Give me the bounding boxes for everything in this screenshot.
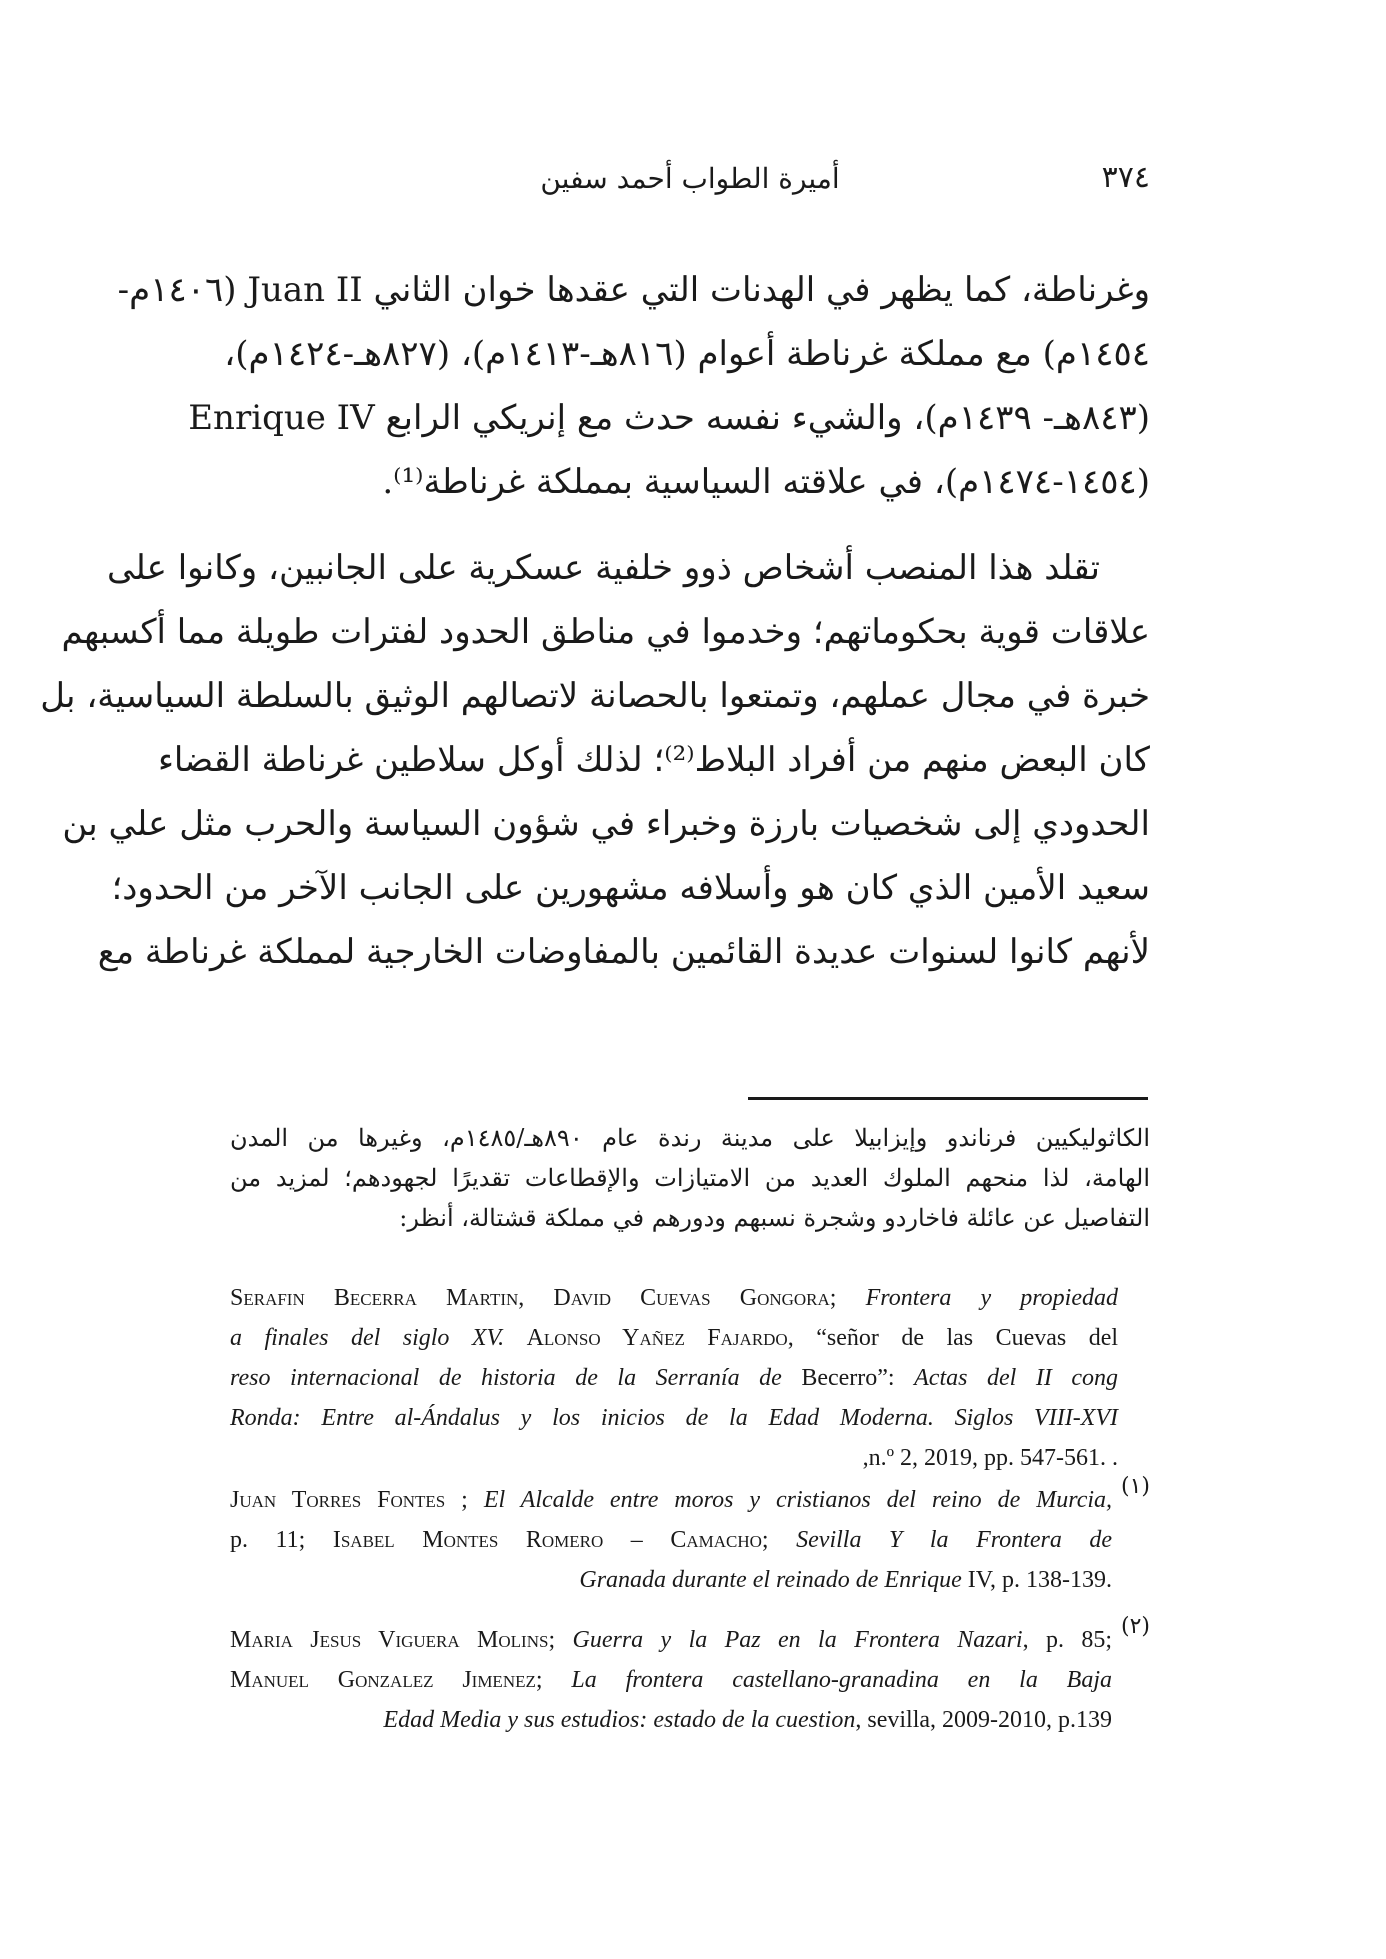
- footnote-line: Ronda: Entre al-Ándalus y los inicios de la Edad Moderna. Siglos VIII-XVI: [230, 1405, 1118, 1431]
- text-line: سعيد الأمين الذي كان هو وأسلافه مشهورين على الجانب الآخر من الحدود؛: [111, 868, 1150, 908]
- text-line: وغرناطة، كما يظهر في الهدنات التي عقدها خوان الثاني Juan II (١٤٠٦م-: [117, 270, 1150, 310]
- page-header: [230, 160, 1150, 210]
- footnote-separator: [748, 1097, 1148, 1100]
- footnote-line: Granada durante el reinado de Enrique IV, p. 138-139.: [579, 1567, 1112, 1593]
- body-text: [40, 258, 1150, 984]
- text-line: علاقات قوية بحكوماتهم؛ وخدموا في مناطق الحدود لفترات طويلة مما أكسبهم: [61, 612, 1150, 652]
- text-line: (١٤٥٤-١٤٧٤م)، في علاقته السياسية بمملكة غرناطة⁽¹⁾.: [382, 462, 1150, 502]
- page-number: ٣٧٤: [1101, 160, 1150, 195]
- footnote-line: Edad Media y sus estudios: estado de la cuestion, sevilla, 2009-2010, p.139: [383, 1707, 1112, 1733]
- text-line: خبرة في مجال عملهم، وتمتعوا بالحصانة لاتصالهم الوثيق بالسلطة السياسية، بل: [40, 676, 1150, 716]
- footnote-line: الهامة، لذا منحهم الملوك العديد من الامتيازات والإقطاعات تقديرًا لجهودهم؛ لمزيد من: [230, 1164, 1150, 1192]
- running-title: أميرة الطواب أحمد سفين: [540, 162, 840, 195]
- text-line: تقلد هذا المنصب أشخاص ذوو خلفية عسكرية على الجانبين، وكانوا على: [107, 548, 1100, 588]
- paragraph-1: [117, 258, 1150, 514]
- footnote-1: [230, 1474, 1150, 1600]
- footnote-marker: (٢): [1120, 1614, 1150, 1639]
- footnote-line: Serafin Becerra Martin, David Cuevas Gongora; Frontera y propiedad: [230, 1285, 1118, 1311]
- footnote-line: التفاصيل عن عائلة فاخاردو وشجرة نسبهم ودورهم في مملكة قشتالة، أنظر:: [399, 1204, 1150, 1232]
- text-line: كان البعض منهم من أفراد البلاط⁽²⁾؛ لذلك أوكل سلاطين غرناطة القضاء: [157, 740, 1150, 780]
- text-line: (٨٤٣هـ- ١٤٣٩م)، والشيء نفسه حدث مع إنريكي الرابع Enrique IV: [188, 398, 1150, 438]
- footnote-line: Juan Torres Fontes ; El Alcalde entre moros y cristianos del reino de Murcia,: [230, 1487, 1113, 1513]
- footnote-line: Manuel Gonzalez Jimenez; La frontera castellano-granadina en la Baja: [230, 1667, 1113, 1693]
- footnote-line: p. 11; Isabel Montes Romero – Camacho; Sevilla Y la Frontera de: [230, 1527, 1113, 1553]
- footnote-line: ,n.º 2, 2019, pp. 547-561. .: [862, 1445, 1118, 1471]
- footnote-line: Maria Jesus Viguera Molins; Guerra y la Paz en la Frontera Nazari, p. 85;: [230, 1627, 1113, 1653]
- footnote-line: الكاثوليكيين فرناندو وإيزابيلا على مدينة رندة عام ٨٩٠هـ/١٤٨٥م، وغيرها من المدن: [230, 1124, 1150, 1152]
- footnote-marker: (١): [1120, 1474, 1150, 1499]
- footnote-line: a finales del siglo XV. Alonso Yañez Fajardo, “señor de las Cuevas del: [230, 1325, 1119, 1351]
- text-line: الحدودي إلى شخصيات بارزة وخبراء في شؤون السياسة والحرب مثل علي بن: [62, 804, 1150, 844]
- footnote-2: [230, 1614, 1150, 1740]
- text-line: لأنهم كانوا لسنوات عديدة القائمين بالمفاوضات الخارجية لمملكة غرناطة مع: [97, 932, 1150, 972]
- footnote-continued-latin: [230, 1278, 1118, 1478]
- footnote-line: reso internacional de historia de la Serranía de Becerro”: Actas del II cong: [230, 1365, 1118, 1391]
- paragraph-2: [40, 536, 1150, 984]
- footnote-continued-arabic: [230, 1118, 1150, 1238]
- text-line: ١٤٥٤م) مع مملكة غرناطة أعوام (٨١٦هـ-١٤١٣م)، (٨٢٧هـ-١٤٢٤م)،: [224, 334, 1150, 374]
